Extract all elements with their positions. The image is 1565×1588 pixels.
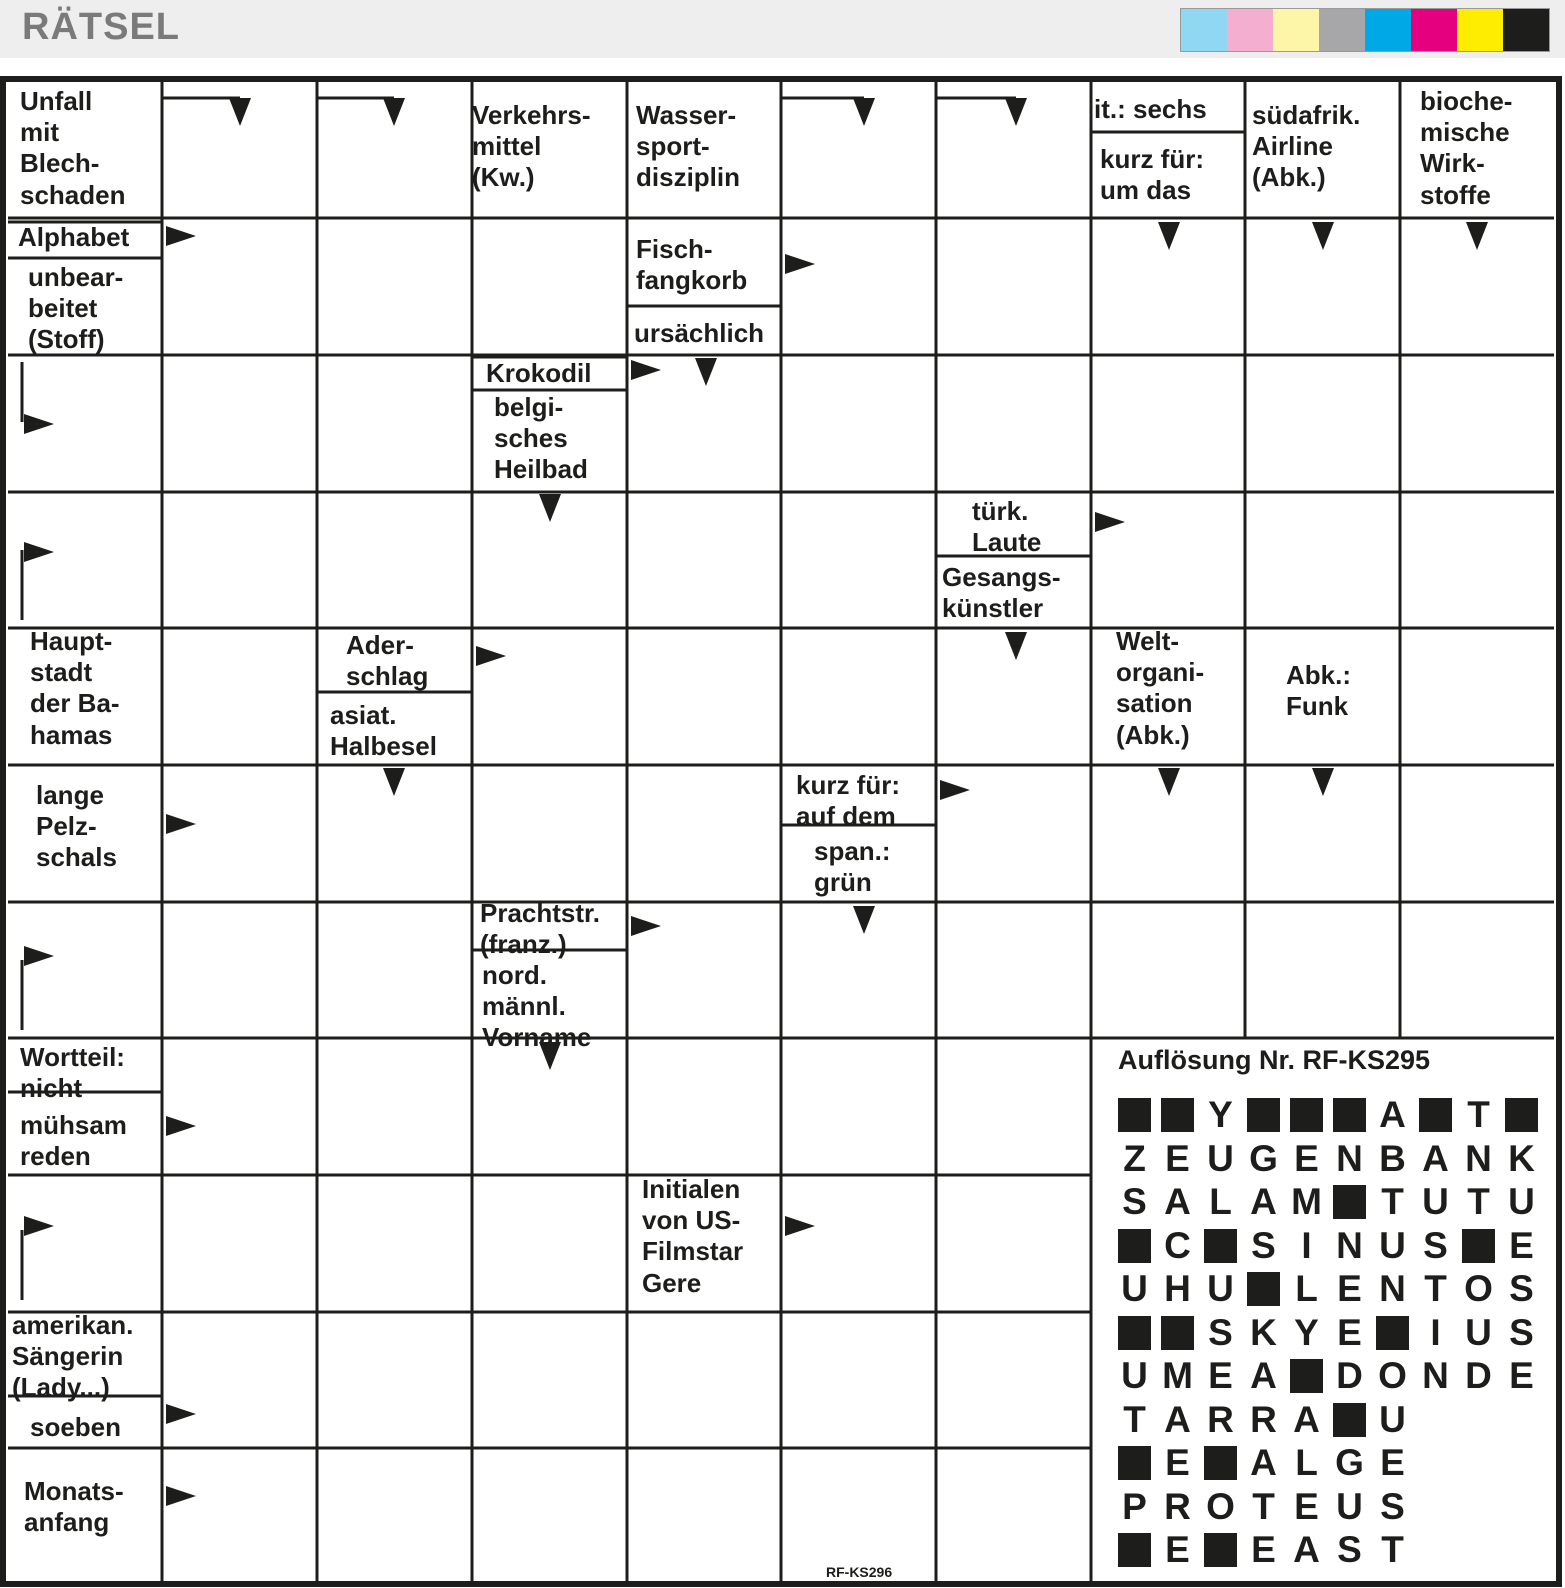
solution-black-cell [1505, 1098, 1538, 1132]
solution-letter: A [1293, 1529, 1320, 1570]
arrow-right-icon [1095, 512, 1125, 532]
solution-black-cell [1204, 1229, 1237, 1263]
solution-row [1118, 1094, 1548, 1135]
solution-letter: S [1337, 1529, 1362, 1570]
solution-letter: N [1336, 1137, 1363, 1179]
clue-saengerin: amerikan. Sängerin (Lady...) [12, 1310, 134, 1403]
clue-wirkstoffe: bioche- mische Wirk- stoffe [1420, 86, 1513, 210]
arrow-right-icon [476, 646, 506, 666]
arrow-right-icon [166, 1486, 196, 1506]
clue-fischfangkorb: Fisch- fangkorb [636, 234, 748, 296]
solution-letter: I [1301, 1224, 1312, 1266]
solution-letter: A [1250, 1181, 1277, 1222]
solution-letter: T [1252, 1485, 1275, 1527]
clue-sechs: it.: sechs [1094, 94, 1207, 124]
solution-letter: U [1207, 1268, 1234, 1309]
solution-letter: N [1422, 1355, 1449, 1396]
solution-row [1118, 1355, 1548, 1396]
arrow-right-icon [166, 1404, 196, 1424]
arrow-right-icon [785, 254, 815, 274]
solution-letter: U [1465, 1311, 1492, 1353]
solution-letter: S [1509, 1268, 1534, 1309]
arrow-right-icon [24, 542, 54, 562]
solution-letter: E [1294, 1485, 1319, 1527]
clue-um-das: kurz für: um das [1100, 144, 1204, 206]
arrow-right-icon [940, 780, 970, 800]
solution-black-cell [1290, 1359, 1323, 1393]
arrow-right-icon [166, 814, 196, 834]
clue-halbesel: asiat. Halbesel [330, 700, 437, 762]
solution-letter: A [1164, 1181, 1191, 1222]
solution-black-cell [1118, 1098, 1151, 1132]
solution-black-cell [1376, 1316, 1409, 1350]
solution-letter: U [1379, 1224, 1406, 1266]
solution-letter: E [1337, 1311, 1362, 1353]
solution-letter: U [1207, 1137, 1234, 1179]
solution-black-cell [1333, 1403, 1366, 1437]
solution-black-cell [1247, 1098, 1280, 1132]
solution-letter: Z [1123, 1137, 1146, 1179]
solution-letter: A [1164, 1398, 1191, 1440]
solution-letter: R [1250, 1398, 1277, 1440]
solution-letter: U [1121, 1355, 1148, 1396]
solution-letter: Y [1208, 1094, 1233, 1135]
solution-letter: E [1165, 1529, 1190, 1570]
solution-letter: I [1430, 1311, 1441, 1353]
solution-black-cell [1118, 1229, 1151, 1263]
arrow-down-icon [853, 906, 875, 934]
solution-black-cell [1161, 1098, 1194, 1132]
solution-letter: N [1379, 1268, 1406, 1309]
arrow-right-icon [24, 946, 54, 966]
solution-row [1118, 1181, 1548, 1222]
solution-letter: L [1209, 1181, 1232, 1222]
solution-letter: N [1336, 1224, 1363, 1266]
solution-black-cell [1204, 1446, 1237, 1480]
clue-initialen: Initialen von US- Filmstar Gere [642, 1174, 744, 1298]
clue-aderschlag: Ader- schlag [346, 630, 429, 692]
solution-letter: R [1207, 1398, 1234, 1440]
solution-row [1118, 1398, 1419, 1440]
solution-letter: E [1380, 1442, 1405, 1483]
solution-letter: L [1295, 1442, 1318, 1483]
solution-letter: U [1121, 1268, 1148, 1309]
solution-letter: G [1335, 1442, 1364, 1483]
arrow-right-icon [631, 360, 661, 380]
solution-letter: T [1381, 1181, 1404, 1222]
clue-alphabet: Alphabet [18, 222, 130, 252]
solution-black-cell [1247, 1272, 1280, 1306]
arrow-down-icon [1466, 222, 1488, 250]
solution-letter: B [1379, 1137, 1406, 1179]
solution-row [1118, 1137, 1548, 1179]
arrow-right-icon [166, 226, 196, 246]
solution-row [1118, 1442, 1419, 1483]
arrow-right-icon [166, 1116, 196, 1136]
solution-letter: S [1122, 1181, 1147, 1222]
solution-letter: O [1378, 1355, 1407, 1396]
solution-black-cell [1161, 1316, 1194, 1350]
solution-letter: T [1467, 1094, 1490, 1135]
solution-row [1118, 1529, 1419, 1570]
solution-black-cell [1118, 1446, 1151, 1480]
solution-row [1118, 1485, 1419, 1527]
clue-wortteil: Wortteil: nicht [20, 1042, 125, 1104]
solution-letter: K [1250, 1311, 1277, 1353]
clue-unbearbeitet: unbear- beitet (Stoff) [28, 262, 124, 355]
solution-letter: O [1206, 1485, 1235, 1527]
arrow-down-icon [853, 98, 875, 126]
solution-letter: E [1165, 1442, 1190, 1483]
solution-letter: Y [1294, 1311, 1319, 1353]
solution-letter: D [1336, 1355, 1363, 1396]
arrow-down-icon [1005, 632, 1027, 660]
clue-verkehrsmittel: Verkehrs- mittel (Kw.) [472, 100, 591, 193]
clue-heilbad: belgi- sches Heilbad [494, 392, 588, 485]
solution-letter: U [1336, 1485, 1363, 1527]
clue-auf-dem: kurz für: auf dem [796, 770, 900, 832]
solution-letter: T [1381, 1529, 1404, 1570]
solution-letter: S [1208, 1311, 1233, 1353]
solution-black-cell [1333, 1098, 1366, 1132]
solution-letter: E [1509, 1224, 1534, 1266]
solution-letter: G [1249, 1137, 1278, 1179]
solution-letter: U [1422, 1181, 1449, 1222]
solution-letter: A [1422, 1137, 1449, 1179]
puzzle-code: RF-KS296 [826, 1564, 893, 1580]
solution-letter: E [1294, 1137, 1319, 1179]
arrow-right-icon [631, 916, 661, 936]
arrow-down-icon [383, 768, 405, 796]
solution-letter: H [1164, 1268, 1191, 1309]
clue-weltorganisation: Welt- organi- sation (Abk.) [1116, 626, 1205, 750]
solution-black-cell [1118, 1316, 1151, 1350]
solution-title: Auflösung Nr. RF-KS295 [1118, 1045, 1431, 1075]
arrow-right-icon [785, 1216, 815, 1236]
solution-letter: M [1162, 1355, 1193, 1396]
solution-letter: S [1251, 1224, 1276, 1266]
solution-letter: C [1164, 1224, 1191, 1266]
solution-letter: E [1165, 1137, 1190, 1179]
clue-muehsam: mühsam reden [20, 1110, 127, 1172]
clue-gruen: span.: grün [814, 836, 891, 898]
solution-row [1118, 1224, 1548, 1266]
clue-laute: türk. Laute [972, 496, 1042, 558]
clue-bahamas: Haupt- stadt der Ba- hamas [30, 626, 120, 750]
solution-black-cell [1462, 1229, 1495, 1263]
arrow-right-icon [24, 1216, 54, 1236]
solution-letter: T [1123, 1398, 1146, 1440]
solution-letter: D [1465, 1355, 1492, 1396]
clue-wassersport: Wasser- sport- disziplin [636, 100, 740, 193]
clue-unfall: Unfall mit Blech- schaden [20, 86, 126, 210]
solution-black-cell [1118, 1533, 1151, 1567]
arrow-down-icon [1158, 768, 1180, 796]
solution-letter: A [1250, 1355, 1277, 1396]
arrow-down-icon [229, 98, 251, 126]
clue-funk: Abk.: Funk [1286, 660, 1351, 722]
solution-letter: K [1508, 1137, 1535, 1179]
solution-black-cell [1419, 1098, 1452, 1132]
solution-letter: E [1337, 1268, 1362, 1309]
arrow-down-icon [383, 98, 405, 126]
solution-letter: N [1465, 1137, 1492, 1179]
solution-black-cell [1290, 1098, 1323, 1132]
clue-krokodil: Krokodil [486, 358, 592, 388]
clue-airline: südafrik. Airline (Abk.) [1252, 100, 1361, 193]
solution-letter: E [1251, 1529, 1276, 1570]
clue-monatsanfang: Monats- anfang [24, 1476, 124, 1538]
solution-letter: R [1164, 1485, 1191, 1527]
solution-black-cell [1333, 1185, 1366, 1219]
arrow-down-icon [1005, 98, 1027, 126]
solution-letter: U [1508, 1181, 1535, 1222]
solution-letter: S [1423, 1224, 1448, 1266]
arrow-down-icon [695, 358, 717, 386]
clue-soeben: soeben [30, 1412, 122, 1442]
solution-letter: U [1379, 1398, 1406, 1440]
solution-letter: L [1295, 1268, 1318, 1309]
clue-ursaechlich: ursächlich [634, 318, 765, 348]
solution-letter: A [1250, 1442, 1277, 1483]
solution-letter: A [1293, 1398, 1320, 1440]
solution-letter: P [1122, 1485, 1147, 1527]
clue-prachtstrasse: Prachtstr. (franz.) [480, 898, 600, 960]
solution-row [1118, 1268, 1548, 1309]
solution-letter: S [1380, 1485, 1405, 1527]
arrow-down-icon [539, 494, 561, 522]
arrow-down-icon [1312, 222, 1334, 250]
clue-pelzschals: lange Pelz- schals [36, 780, 117, 873]
solution-letter: A [1379, 1094, 1406, 1135]
solution-letter: E [1208, 1355, 1233, 1396]
solution-letter: E [1509, 1355, 1534, 1396]
solution-letter: T [1467, 1181, 1490, 1222]
clue-vorname: nord. männl. Vorname [482, 960, 592, 1053]
arrow-down-icon [1312, 768, 1334, 796]
solution-letter: M [1291, 1181, 1322, 1222]
solution-row [1118, 1311, 1548, 1353]
arrow-right-icon [24, 414, 54, 434]
solution-letter: T [1424, 1268, 1447, 1309]
clue-gesangskuenstler: Gesangs- künstler [942, 562, 1061, 624]
page-title: RÄTSEL [22, 6, 180, 48]
solution-letter: O [1464, 1268, 1493, 1309]
solution-letter: S [1509, 1311, 1534, 1353]
arrow-down-icon [1158, 222, 1180, 250]
solution-black-cell [1204, 1533, 1237, 1567]
